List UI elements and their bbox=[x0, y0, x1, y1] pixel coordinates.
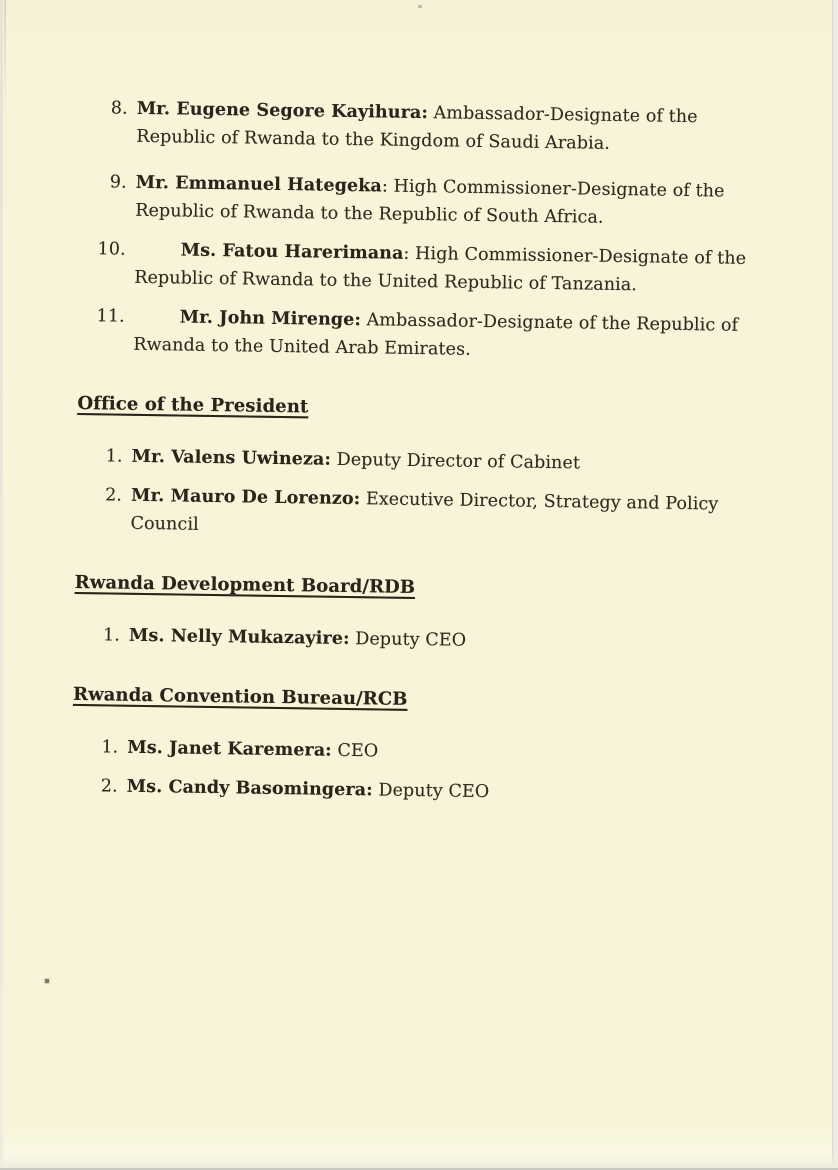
item-number: 2. bbox=[104, 485, 123, 506]
section-rwanda-convention-bureau bbox=[72, 681, 774, 810]
person-name: Ms. Fatou Harerimana bbox=[180, 240, 404, 264]
person-name: Mr. Mauro De Lorenzo: bbox=[130, 485, 361, 510]
item-number: 1. bbox=[105, 446, 123, 467]
person-name: Mr. John Mirenge: bbox=[179, 307, 362, 331]
person-name: Mr. Eugene Segore Kayihura: bbox=[136, 98, 429, 124]
list-item bbox=[72, 733, 772, 771]
item-text bbox=[131, 443, 776, 481]
person-name: Mr. Emmanuel Hategeka bbox=[135, 172, 383, 197]
item-text bbox=[136, 95, 782, 161]
item-text bbox=[127, 734, 772, 772]
section-heading: Rwanda Development Board/RDB bbox=[74, 571, 416, 598]
item-text bbox=[129, 622, 774, 660]
list-item bbox=[78, 302, 779, 368]
list-item bbox=[74, 621, 774, 659]
person-title: : High Commissioner-Designate of the Republic of Rwanda to the United Republic of Tanzania. bbox=[134, 243, 747, 296]
item-text bbox=[127, 773, 772, 811]
section-office-of-the-president bbox=[75, 390, 777, 547]
section-rwanda-development-board bbox=[74, 569, 775, 659]
list-item bbox=[81, 94, 782, 160]
item-number: 8. bbox=[110, 98, 128, 119]
list-item bbox=[76, 442, 776, 480]
section-ambassadors bbox=[78, 94, 782, 368]
section-heading: Office of the President bbox=[77, 392, 309, 418]
list-item bbox=[75, 481, 776, 547]
person-title: Ambassador-Designate of the Republic of Rwanda to the United Arab Emirates. bbox=[133, 310, 739, 360]
person-title: : High Commissioner-Designate of the Republic of Rwanda to the Republic of South Africa. bbox=[135, 176, 725, 228]
person-title: Executive Director, Strategy and Policy Council bbox=[130, 489, 719, 535]
list-item bbox=[72, 772, 772, 810]
list-item bbox=[80, 168, 781, 234]
person-title: Deputy CEO bbox=[349, 629, 467, 651]
item-number: 1. bbox=[101, 737, 119, 758]
page-edge-left-line bbox=[4, 0, 6, 120]
page-edge-left bbox=[0, 0, 3, 1170]
list-item bbox=[79, 235, 780, 301]
document-body bbox=[71, 94, 782, 821]
item-number: 1. bbox=[102, 625, 121, 646]
person-title: CEO bbox=[331, 740, 379, 762]
scan-speck bbox=[45, 979, 49, 983]
item-text bbox=[133, 303, 779, 369]
item-text bbox=[134, 236, 780, 302]
person-name: Mr. Valens Uwineza: bbox=[131, 446, 332, 470]
item-text bbox=[135, 169, 781, 235]
scan-speck bbox=[418, 5, 422, 8]
item-number: 10. bbox=[97, 239, 126, 260]
person-title: Deputy Director of Cabinet bbox=[330, 449, 581, 474]
person-name: Ms. Nelly Mukazayire: bbox=[128, 625, 350, 650]
person-title: Deputy CEO bbox=[372, 780, 490, 803]
item-number: 2. bbox=[100, 776, 118, 797]
section-heading: Rwanda Convention Bureau/RCB bbox=[72, 683, 408, 710]
item-text bbox=[130, 482, 776, 548]
person-name: Ms. Candy Basomingera: bbox=[126, 776, 373, 801]
person-name: Ms. Janet Karemera: bbox=[127, 737, 332, 761]
item-number: 11. bbox=[96, 306, 125, 327]
item-number: 9. bbox=[109, 172, 127, 193]
page-edge-right bbox=[832, 0, 838, 1170]
person-title: Ambassador-Designate of the Republic of Rwanda to the Kingdom of Saudi Arabia. bbox=[136, 103, 698, 154]
